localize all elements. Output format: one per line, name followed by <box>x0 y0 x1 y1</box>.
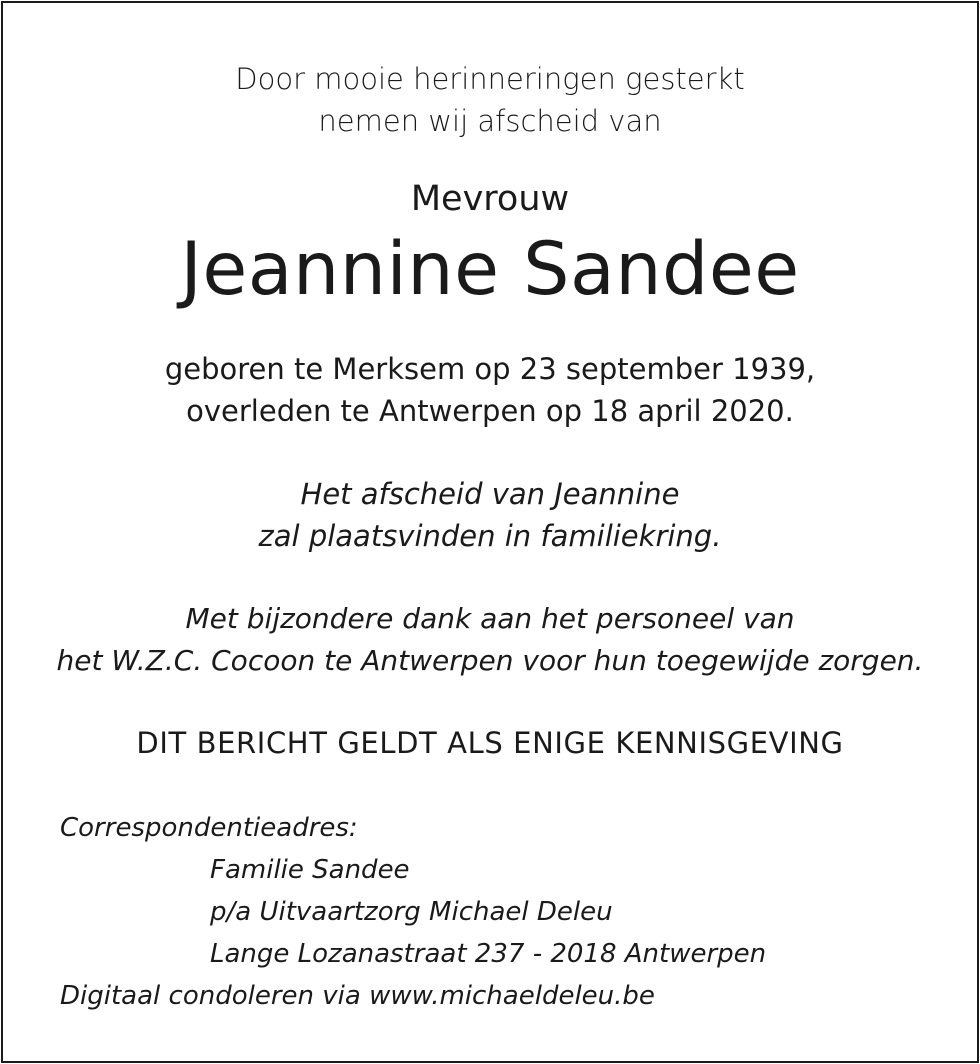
life-dates <box>0 348 980 432</box>
intro-text <box>0 58 980 142</box>
correspondence-address: Lange Lozanastraat 237 - 2018 Antwerpen <box>210 939 767 969</box>
deceased-name: Jeannine Sandee <box>180 227 800 312</box>
thanks-text <box>0 598 980 682</box>
farewell-text <box>0 473 980 557</box>
thanks-line-2: het W.Z.C. Cocoon te Antwerpen voor hun toegewijde zorgen. <box>56 644 924 677</box>
notice-heading: DIT BERICHT GELDT ALS ENIGE KENNISGEVING <box>136 726 844 760</box>
correspondence-family: Familie Sandee <box>210 855 410 885</box>
birth-line: geboren te Merksem op 23 september 1939, <box>164 352 816 386</box>
title-prefix: Mevrouw <box>410 179 570 219</box>
digital-condolence-line: Digitaal condoleren via www.michaeldeleu.be <box>60 981 655 1011</box>
intro-line-2: nemen wij afscheid van <box>318 104 662 138</box>
correspondence-care-of: p/a Uitvaartzorg Michael Deleu <box>210 897 613 927</box>
intro-line-1: Door mooie herinneringen gesterkt <box>235 62 745 96</box>
farewell-line-1: Het afscheid van Jeannine <box>300 477 680 511</box>
death-line: overleden te Antwerpen op 18 april 2020. <box>186 394 794 428</box>
thanks-line-1: Met bijzondere dank aan het personeel van <box>185 602 795 635</box>
correspondence-label: Correspondentieadres: <box>60 813 358 843</box>
farewell-line-2: zal plaatsvinden in familiekring. <box>258 519 722 553</box>
